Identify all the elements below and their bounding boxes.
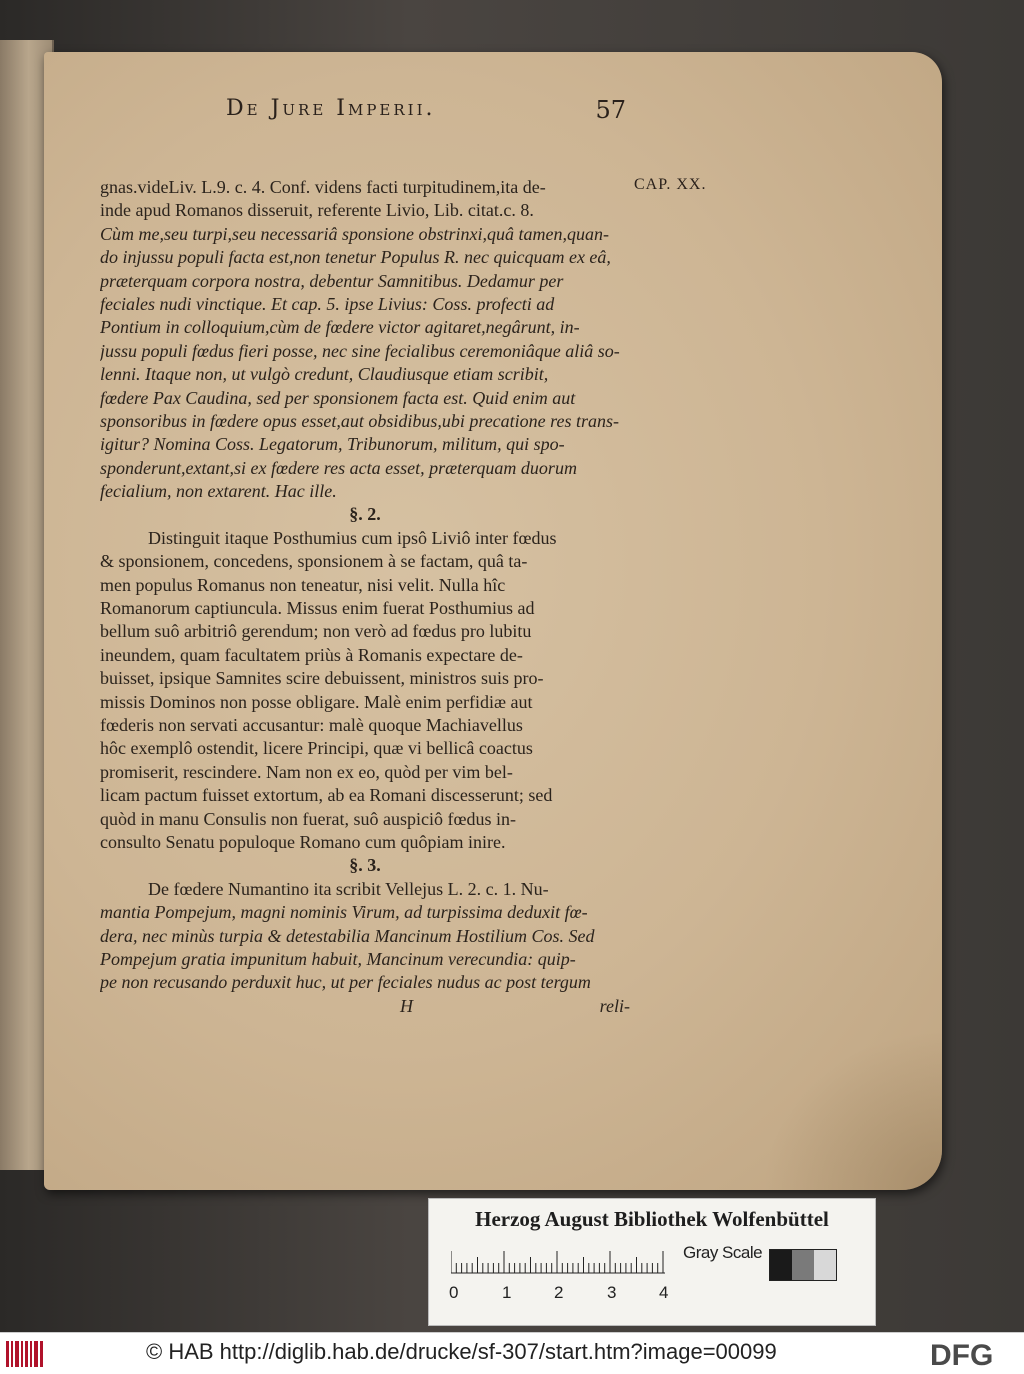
catchword: reli- <box>599 995 630 1016</box>
section-heading: §. 2. <box>349 504 381 525</box>
signature-mark: H <box>400 995 413 1016</box>
text-line: ineundem, quam facultatem priùs à Romanis expectare de- <box>100 644 523 665</box>
running-head: De Jure Imperii. <box>226 96 436 121</box>
dfg-logo-icon <box>930 1337 1020 1371</box>
text-line: pe non recusando perduxit huc, ut per feciales nudus ac post tergum <box>100 972 591 993</box>
page-header <box>226 96 626 132</box>
text-line: inde apud Romanos disseruit, referente Livio, Lib. citat.c. 8. <box>100 200 534 221</box>
text-line: jussu populi fœdus fieri posse, nec sine fecialibus ceremoniâque aliâ so- <box>100 340 620 361</box>
text-line: do injussu populi facta est,non tenetur Populus R. nec quicquam ex eâ, <box>100 247 611 268</box>
ruler-number: 2 <box>554 1283 564 1302</box>
text-line: Cùm me,seu turpi,seu necessariâ sponsione obstrinxi,quâ tamen,quan- <box>100 223 609 244</box>
text-line: mantia Pompejum, magni nominis Virum, ad turpissima deduxit fœ- <box>100 902 588 923</box>
text-line: buisset, ipsique Samnites scire debuissent, ministros suis pro- <box>100 668 544 689</box>
catch-line <box>100 995 630 1018</box>
text-line: igitur? Nomina Coss. Legatorum, Tribunorum, militum, qui spo- <box>100 434 565 455</box>
text-line: promiserit, rescindere. Nam non ex eo, quòd per vim bel- <box>100 761 513 782</box>
hab-title: Herzog August Bibliothek Wolfenbüttel <box>475 1207 829 1231</box>
margin-note: CAP. XX. <box>634 176 707 193</box>
text-line: lenni. Itaque non, ut vulgò credunt, Claudiusque etiam scribit, <box>100 364 549 385</box>
text-line: De fœdere Numantino ita scribit Vellejus L. 2. c. 1. Nu- <box>148 878 549 899</box>
gray-scale-swatch <box>769 1249 837 1281</box>
text-line: sponderunt,extant,si ex fœdere res acta esset, præterquam duorum <box>100 457 577 478</box>
text-line: fœderis non servati accusantur: malè quoque Machiavellus <box>100 714 523 735</box>
gray-scale-label: Gray Scale <box>683 1243 763 1262</box>
barcode-icon <box>6 1341 46 1367</box>
text-line: & sponsionem, concedens, sponsionem à se factam, quâ ta- <box>100 551 528 572</box>
page-number: 57 <box>595 96 626 124</box>
text-line: præterquam corpora nostra, debentur Samnitibus. Dedamur per <box>100 270 564 291</box>
ruler-icon <box>451 1243 671 1283</box>
text-line: quòd in manu Consulis non fuerat, suô auspiciô fœdus in- <box>100 808 516 829</box>
text-line: dera, nec minùs turpia & detestabilia Mancinum Hostilium Cos. Sed <box>100 925 595 946</box>
text-line: men populus Romanus non teneatur, nisi velit. Nulla hîc <box>100 574 506 595</box>
footer-bar <box>0 1332 1024 1374</box>
text-line: fecialium, non extarent. Hac ille. <box>100 481 337 502</box>
ruler-number: 0 <box>449 1283 459 1302</box>
body-text <box>100 176 630 1018</box>
text-line: missis Dominos non posse obligare. Malè enim perfidiæ aut <box>100 691 533 712</box>
hab-color-chart <box>428 1198 876 1326</box>
text-line: Romanorum captiuncula. Missus enim fuerat Posthumius ad <box>100 598 535 619</box>
text-line: bellum suô arbitriô gerendum; non verò ad fœdus pro lubitu <box>100 621 532 642</box>
section-heading: §. 3. <box>349 855 381 876</box>
text-line: sponsoribus in fœdere opus esset,aut obsidibus,ubi precatione res trans- <box>100 410 619 431</box>
text-line: Distinguit itaque Posthumius cum ipsô Liviô inter fœdus <box>148 527 557 548</box>
text-line: Pompejum gratia impunitum habuit, Mancinum verecundia: quip- <box>100 948 576 969</box>
text-line: licam pactum fuisset extortum, ab ea Romani discesserunt; sed <box>100 785 553 806</box>
text-line: hôc exemplô ostendit, licere Principi, quæ vi bellicâ coactus <box>100 738 533 759</box>
ruler-number: 4 <box>659 1283 669 1302</box>
text-line: gnas.videLiv. L.9. c. 4. Conf. videns facti turpitudinem,ita de- <box>100 177 546 197</box>
text-line: fœdere Pax Caudina, sed per sponsionem facta est. Quid enim aut <box>100 387 576 408</box>
text-line: Pontium in colloquium,cùm de fœdere victor agitaret,negârunt, in- <box>100 317 580 338</box>
ruler-number: 3 <box>607 1283 617 1302</box>
dfg-logo-text: DFG <box>930 1339 994 1371</box>
ruler-number: 1 <box>502 1283 512 1302</box>
copyright-link[interactable]: © HAB http://diglib.hab.de/drucke/sf-307/start.htm?image=00099 <box>146 1339 777 1364</box>
text-line: consulto Senatu populoque Romano cum quôpiam inire. <box>100 831 506 852</box>
text-line: feciales nudi vinctique. Et cap. 5. ipse Livius: Coss. profecti ad <box>100 293 555 314</box>
